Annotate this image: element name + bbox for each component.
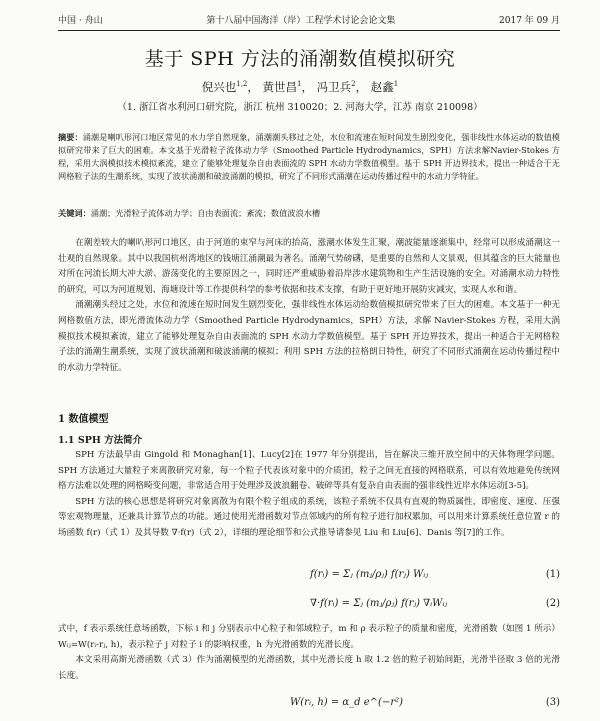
header-location: 中国 · 舟山 [58, 15, 103, 26]
keywords-label: 关键词： [58, 208, 91, 218]
equation-explanation [58, 622, 560, 684]
author-affil-mark: 1 [297, 80, 302, 89]
author-name: 冯卫兵 [316, 80, 352, 94]
author-affil-mark: 1 [393, 80, 399, 89]
body-paragraph: 本文采用高斯光滑函数（式 3）作为涌潮模型的光滑函数，其中光滑长度 h 取 1.2 倍的粒子初始间距，光滑半径取 3 倍的光滑长度。 [58, 655, 560, 681]
sph-intro [58, 448, 560, 542]
equation-formula: f(rᵢ) = Σⱼ (mⱼ/ρⱼ) f(rⱼ) Wᵢⱼ [310, 569, 428, 580]
introduction [58, 236, 560, 376]
author-name: 赵鑫 [370, 80, 394, 94]
intro-paragraph: 在潮差较大的喇叭形河口地区，由于河道的束窄与河床的抬高，涨潮水体发生汇聚，潮波能量逐渐集中，经常可以形成涌潮这一壮观的自然现象。其中以我国杭州湾地区的钱塘江涌潮最为著名。涌潮气势磅礴，是重要的自然和人文景观，但其蕴含的巨大能量也对所在河流长期大冲大淤、游荡变化的主要原因之一，同时还严重威胁着沿岸涉水建筑物和生产生活设施的安全。对涌潮水动力特性的研究，可以为河道规划、海塘设计等工作提供科学的参考依据和技术支撑，有助于更好地开展防灾减灾，实现人水和谐。 [58, 238, 560, 295]
running-header [58, 12, 560, 26]
subsection-heading: 1.1 SPH 方法简介 [58, 435, 143, 446]
equation-number: (2) [545, 598, 560, 609]
author-line: 倪兴也$^{1,2}$， 黄世昌$^1$， 冯卫兵$^2$， 赵鑫$^1$ [201, 80, 399, 94]
header-date: 2017 年 09 月 [499, 15, 560, 26]
equation-1 [58, 565, 560, 589]
paper-title: 基于 SPH 方法的涌潮数值模拟研究 [144, 48, 456, 70]
keywords-text: 涌潮；光滑粒子流体动力学；自由表面流；紊流；数值波浪水槽 [90, 208, 321, 218]
abstract-label: 摘要： [58, 132, 83, 142]
body-paragraph: 式中，f 表示系统任意场函数，下标 i 和 j 分别表示中心粒子和邻域粒子，m 和 ρ 表示粒子的质量和密度，光滑函数（如图 1 所示）Wᵢⱼ=W(rᵢ-rⱼ, h)，表示粒子 j 对粒子 i 的影响权重，h 为光滑函数的光滑长度。 [58, 624, 560, 650]
affiliation: （1. 浙江省水利河口研究院，浙江 杭州 310020；2. 河海大学，江苏 南京 210098） [117, 102, 483, 113]
author-affil-mark: 1,2 [236, 80, 248, 89]
body-paragraph: SPH 方法的核心思想是将研究对象离散为有限个粒子组成的系统，该粒子系统不仅具有直观的物质属性，即密度、速度、压强等宏观物理量，还兼具计算节点的功能。通过使用光滑函数对节点邻域内的所有粒子进行加权累加，可以用来计算系统任意位置 r 的场函数 f(r)（式 1）及其导数 ∇·f(r)（式 2），详细的理论细节和公式推导请参见 Liu 和 Liu[6]、Danis 等[7]的工作。 [58, 496, 560, 538]
section-heading: 1 数值模型 [58, 414, 109, 425]
keywords [58, 207, 560, 220]
author-affil-mark: 2 [351, 80, 356, 89]
header-proceedings: 第十八届中国海洋（岸）工程学术讨论会论文集 [206, 15, 396, 26]
equation-2 [58, 594, 560, 618]
abstract-text: 涌潮是喇叭形河口地区常见的水力学自然现象，涌潮潮头移过之处，水位和流速在短时间发生剧烈变化，强非线性水体运动的数值模拟研究带来了巨大的困难。本文基于光滑粒子流体动力学（Smoothed Particle Hydrodynamics，SPH）方法求解Navier-Stokes 方程，采用大涡模拟技术模拟紊流，建立了能够处理复杂自由表面流的 SPH 水动力学数值模型。基于 SPH 开边界技术，提出一种适合于无网格粒子法的生潮系统，实现了波状涌潮和破波涌潮的模拟，研究了不同形式涌潮在运动传播过程中的水动力学特征。 [58, 132, 560, 181]
author-name: 倪兴也 [201, 80, 237, 94]
equation-3 [58, 693, 560, 717]
equation-number: (3) [545, 697, 560, 708]
header-divider [58, 30, 560, 31]
author-name: 黄世昌 [262, 80, 298, 94]
body-paragraph: SPH 方法最早由 Gingold 和 Monaghan[1]、Lucy[2]在 1977 年分别提出，旨在解决三维开放空间中的天体物理学问题。SPH 方法通过大量粒子来离散研究对象，每一个粒子代表该对象中的介质团，粒子之间无直接的网格联系，可以有效地避免传统网格方法难以处理的网格畸变问题，非常适合用于处理涉及波浪翻卷、破碎等具有复杂自由表面的强非线性近岸水体运动[3-5]。 [58, 450, 560, 492]
equation-number: (1) [545, 569, 560, 580]
equation-formula: W(rᵢ, h) = α_d e^(−r²) [290, 697, 404, 708]
equation-formula: ∇·f(rᵢ) = Σⱼ (mⱼ/ρⱼ) f(rⱼ) ∇ᵢWᵢⱼ [310, 598, 448, 609]
abstract [58, 131, 560, 183]
intro-paragraph: 涌潮潮头经过之处，水位和流速在短时间发生剧烈变化，强非线性水体运动给数值模拟研究带来了巨大的困难。本文基于一种无网格数值方法，即光滑流体动力学（Smoothed Particle Hydrodynamics，SPH）方法，求解 Navier-Stokes 方程，采用大涡模拟技术模拟紊流，建立了能够处理复杂自由表面流的 SPH 水动力学数值模型。基于 SPH 开边界技术，提出一种适合于无网格粒子法的涌潮生潮系统，实现了波状涌潮和破波涌潮的模拟；利用 SPH 方法的拉格朗日特性，研究了不同形式涌潮在运动传播过程中的水动力学特征。 [58, 300, 560, 373]
